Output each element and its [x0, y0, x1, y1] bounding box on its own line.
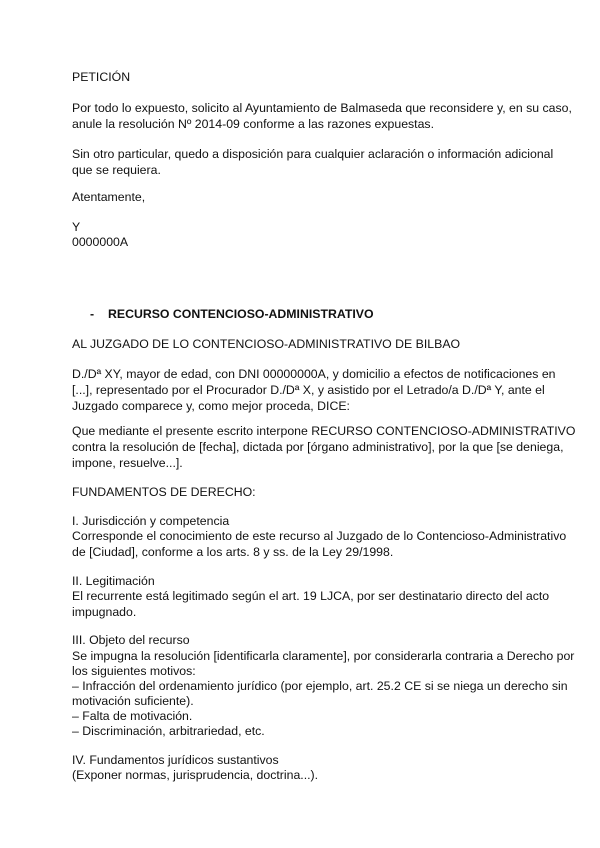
signer-dni: 0000000A [72, 235, 129, 249]
section-3-line-6: – Discriminación, arbitrariedad, etc. [72, 724, 265, 738]
section-2-title: II. Legitimación [72, 574, 155, 588]
statement-line-3: impone, resuelve...]. [72, 456, 183, 470]
list-bullet: - [90, 307, 95, 321]
peticion-paragraph-1-line-1: Por todo lo expuesto, solicito al Ayuntamiento de Balmaseda que reconsidere y, en su caso, [72, 101, 572, 115]
section-3-line-3: – Infracción del ordenamiento jurídico (por ejemplo, art. 25.2 CE si se niega un derecho sin [72, 679, 568, 693]
intro-line-1: D./Dª XY, mayor de edad, con DNI 00000000A, y domicilio a efectos de notificaciones en [72, 367, 556, 381]
intro-line-3: Juzgado comparece y, como mejor proceda, DICE: [72, 399, 350, 413]
section-3-line-2: los siguientes motivos: [72, 664, 196, 678]
peticion-paragraph-2-line-1: Sin otro particular, quedo a disposición para cualquier aclaración o información adicional [72, 147, 554, 161]
peticion-paragraph-1-line-2: anule la resolución Nº 2014-09 conforme a las razones expuestas. [72, 117, 434, 131]
section-3-line-1: Se impugna la resolución [identificarla claramente], por considerarla contraria a Derecho por [72, 649, 575, 663]
statement-line-1: Que mediante el presente escrito interpone RECURSO CONTENCIOSO-ADMINISTRATIVO [72, 424, 576, 438]
peticion-heading: PETICIÓN [72, 70, 131, 84]
signer-name: Y [72, 220, 81, 234]
section-1-title: I. Jurisdicción y competencia [72, 514, 230, 528]
closing: Atentamente, [72, 190, 146, 204]
section-4-title: IV. Fundamentos jurídicos sustantivos [72, 753, 279, 767]
statement-line-2: contra la resolución de [fecha], dictada por [órgano administrativo], por la que [se deniega, [72, 440, 564, 454]
section-2-line-2: impugnado. [72, 605, 137, 619]
peticion-paragraph-2-line-2: que se requiera. [72, 163, 161, 177]
fundamentos-heading: FUNDAMENTOS DE DERECHO: [72, 485, 256, 499]
section-4-line-1: (Exponer normas, jurisprudencia, doctrina...). [72, 768, 319, 782]
intro-line-2: [...], representado por el Procurador D./Dª X, y asistido por el Letrado/a D./Dª Y, ante el [72, 383, 545, 397]
recurso-title: RECURSO CONTENCIOSO-ADMINISTRATIVO [108, 307, 374, 321]
section-3-line-5: – Falta de motivación. [72, 709, 193, 723]
section-2-line-1: El recurrente está legitimado según el art. 19 LJCA, por ser destinatario directo del acto [72, 589, 550, 603]
section-3-line-4: motivación suficiente). [72, 694, 194, 708]
section-1-line-1: Corresponde el conocimiento de este recurso al Juzgado de lo Contencioso-Administrativo [72, 529, 567, 543]
section-3-title: III. Objeto del recurso [72, 633, 190, 647]
section-1-line-2: de [Ciudad], conforme a los arts. 8 y ss. de la Ley 29/1998. [72, 545, 394, 559]
court-heading: AL JUZGADO DE LO CONTENCIOSO-ADMINISTRATIVO DE BILBAO [72, 337, 461, 351]
